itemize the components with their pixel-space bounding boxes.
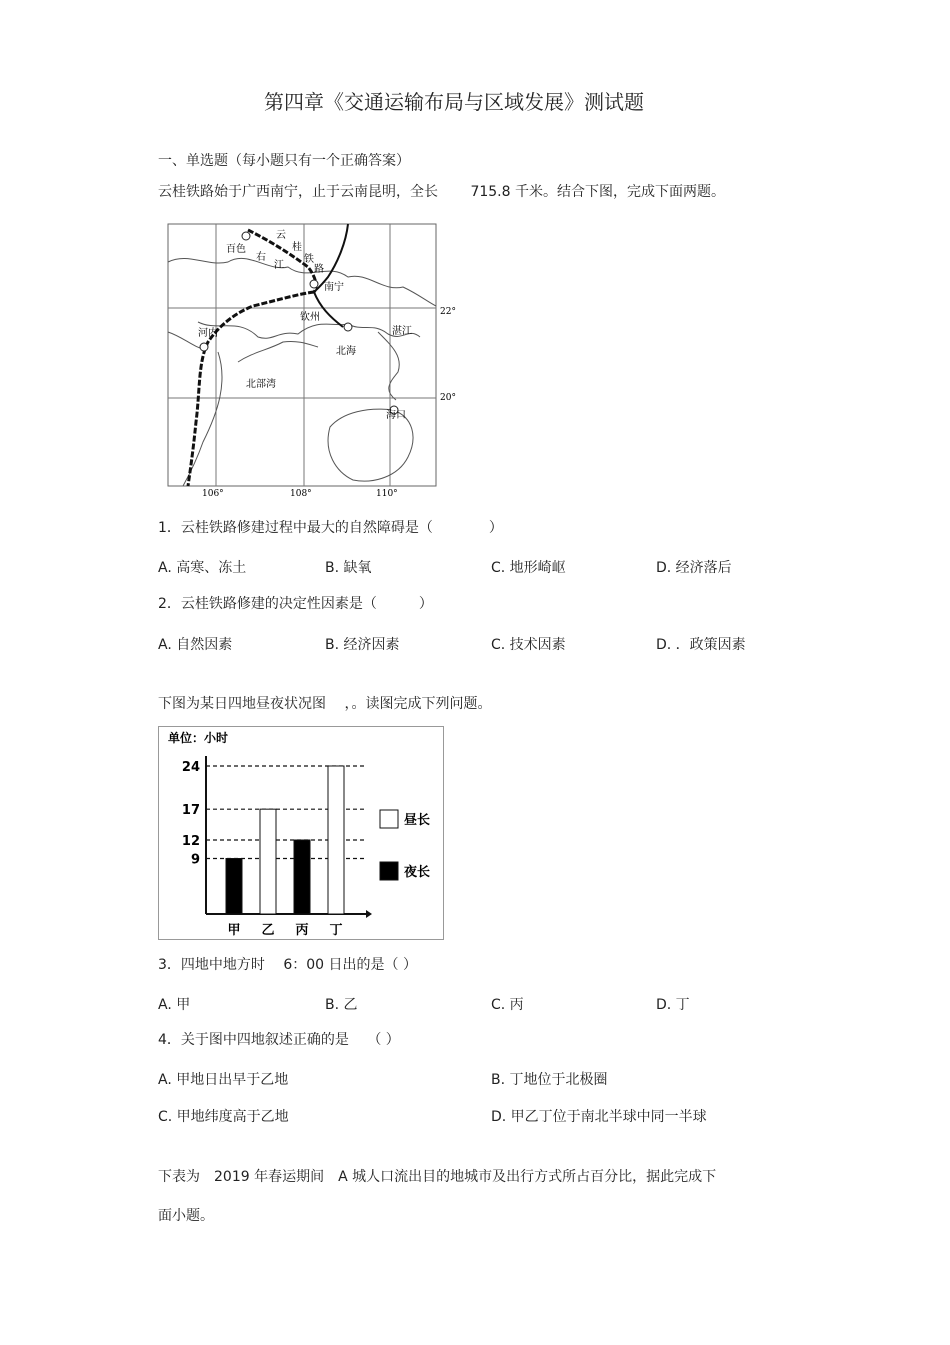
map-label-lon106: 106°	[202, 489, 224, 498]
y-tick-label: 17	[181, 803, 200, 819]
question-2-option-d: D. ．政策因素	[656, 637, 746, 653]
map-label-youjiang2: 江	[274, 260, 284, 271]
x-tick-label: 丙	[295, 923, 309, 938]
question-3-stem: 3．四地中地方时 6：00 日出的是（ ）	[158, 957, 417, 973]
map-label-qinzhou: 钦州	[300, 312, 320, 323]
day-night-chart	[158, 726, 444, 940]
chart-ylabel: 单位：小时	[168, 731, 229, 745]
intro-paragraph-2: 下图为某日四地昼夜状况图 ，。读图完成下列问题。	[158, 696, 492, 712]
map-label-lu: 路	[314, 264, 324, 275]
bar-丁-昼长	[328, 766, 344, 914]
map-label-haikou: 海口	[386, 410, 406, 421]
legend-label-昼长: 昼长	[404, 813, 431, 828]
map-label-lon110: 110°	[376, 489, 398, 498]
y-tick-label: 12	[181, 834, 200, 849]
question-4-option-d: D. 甲乙丁位于南北半球中同一半球	[491, 1109, 707, 1125]
map-label-beihai: 北海	[336, 346, 356, 357]
map-label-beibuwan: 北部湾	[246, 379, 276, 390]
map-label-lat20: 20°	[440, 393, 456, 403]
question-2-option-c: C. 技术因素	[491, 637, 566, 653]
question-1-option-b: B. 缺氧	[325, 560, 372, 576]
question-4-option-b: B. 丁地位于北极圈	[491, 1072, 608, 1088]
map-label-nanning: 南宁	[324, 282, 344, 293]
question-2-stem: 2．云桂铁路修建的决定性因素是（ ）	[158, 596, 433, 612]
map-label-gui: 桂	[292, 242, 302, 253]
page-title: 第四章《交通运输布局与区域发展》测试题	[264, 90, 644, 114]
question-4-option-c: C. 甲地纬度高于乙地	[158, 1109, 289, 1125]
question-3-option-c: C. 丙	[491, 997, 524, 1013]
x-tick-label: 甲	[227, 923, 241, 938]
legend-label-夜长: 夜长	[404, 865, 431, 880]
legend-swatch-昼长	[380, 810, 398, 828]
question-4-stem: 4．关于图中四地叙述正确的是 （ ）	[158, 1032, 400, 1048]
map-label-tie: 铁	[304, 254, 314, 265]
map-label-lon108: 108°	[290, 489, 312, 498]
map-label-baise: 百色	[226, 244, 246, 255]
question-4-option-a: A. 甲地日出早于乙地	[158, 1072, 289, 1088]
map-label-lat22: 22°	[440, 307, 456, 317]
question-3-option-b: B. 乙	[325, 997, 358, 1013]
map-label-yun: 云	[276, 230, 286, 241]
bar-甲-夜长	[226, 859, 242, 915]
bar-丙-夜长	[294, 840, 310, 914]
section-heading: 一、单选题（每小题只有一个正确答案）	[158, 153, 410, 169]
question-3-option-a: A. 甲	[158, 997, 191, 1013]
question-1-stem: 1．云桂铁路修建过程中最大的自然障碍是（ ）	[158, 520, 503, 536]
x-tick-label: 丁	[329, 923, 343, 938]
map-label-hanoi: 河内	[198, 328, 218, 339]
map-label-youjiang: 右	[256, 252, 266, 263]
y-tick-label: 9	[190, 852, 200, 868]
map-label-zhanjiang: 湛江	[392, 326, 412, 337]
question-2-option-b: B. 经济因素	[325, 637, 400, 653]
intro-paragraph-3: 下表为 2019 年春运期间 A 城人口流出目的地城市及出行方式所占百分比，据此完成下	[158, 1169, 717, 1185]
x-tick-label: 乙	[261, 923, 275, 938]
legend-swatch-夜长	[380, 862, 398, 880]
y-tick-label: 24	[181, 760, 200, 775]
bar-乙-昼长	[260, 809, 276, 914]
question-3-option-d: D. 丁	[656, 997, 690, 1013]
intro-paragraph-3-cont: 面小题。	[158, 1208, 214, 1224]
question-1-option-c: C. 地形崎岖	[491, 560, 566, 576]
question-1-option-a: A. 高寒、冻土	[158, 560, 247, 576]
railway-map	[158, 222, 464, 498]
intro-paragraph-1: 云桂铁路始于广西南宁，止于云南昆明，全长 715.8 千米。结合下图，完成下面两题。	[158, 184, 725, 200]
question-2-option-a: A. 自然因素	[158, 637, 233, 653]
question-1-option-d: D. 经济落后	[656, 560, 732, 576]
